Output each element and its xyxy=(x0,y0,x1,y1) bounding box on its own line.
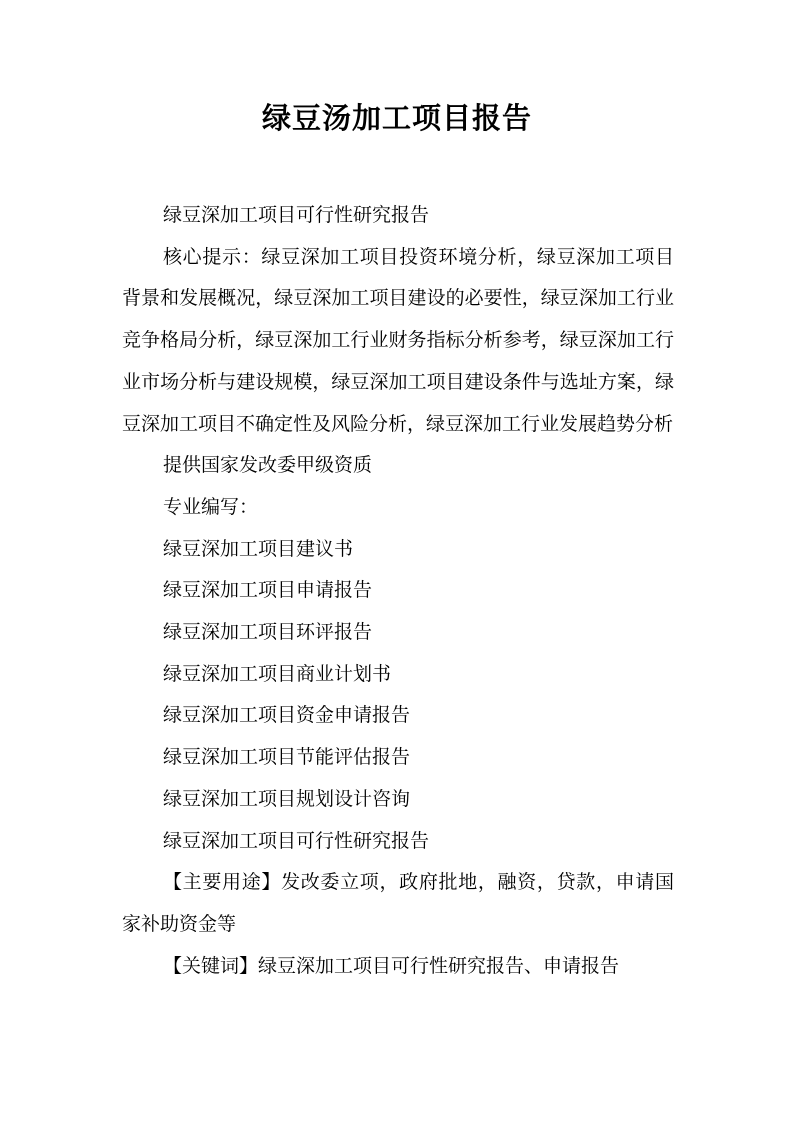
list-item-business-plan: 绿豆深加工项目商业计划书 xyxy=(163,662,392,685)
list-item-energy-report: 绿豆深加工项目节能评估报告 xyxy=(163,746,411,769)
paragraph-qualification: 提供国家发改委甲级资质 xyxy=(163,454,373,477)
list-item-feasibility-report: 绿豆深加工项目可行性研究报告 xyxy=(163,829,430,852)
list-item-eia-report: 绿豆深加工项目环评报告 xyxy=(163,621,373,644)
list-item-funding-report: 绿豆深加工项目资金申请报告 xyxy=(163,704,411,727)
document-body xyxy=(122,195,674,987)
document-title: 绿豆汤加工项目报告 xyxy=(261,101,532,135)
paragraph-main-uses: 【主要用途】发改委立项，政府批地，融资，贷款，申请国家补助资金等 xyxy=(122,871,674,935)
paragraph-1: 绿豆深加工项目可行性研究报告 xyxy=(163,204,430,226)
paragraph-core-summary: 核心提示：绿豆深加工项目投资环境分析，绿豆深加工项目背景和发展概况，绿豆深加工项目建设的必要性，绿豆深加工行业竞争格局分析，绿豆深加工行业财务指标分析参考，绿豆深加工行业市场分析与建设规模，绿豆深加工项目建设条件与选址方案，绿豆深加工项目不确定性及风险分析，绿豆深加工行业发展趋势分析 xyxy=(122,245,674,435)
list-item-application-report: 绿豆深加工项目申请报告 xyxy=(163,579,373,602)
paragraph-professional-writing: 专业编写： xyxy=(163,495,259,518)
paragraph-keywords: 【关键词】绿豆深加工项目可行性研究报告、申请报告 xyxy=(163,954,620,977)
list-item-proposal: 绿豆深加工项目建议书 xyxy=(163,537,354,560)
list-item-planning-consulting: 绿豆深加工项目规划设计咨询 xyxy=(163,787,411,810)
